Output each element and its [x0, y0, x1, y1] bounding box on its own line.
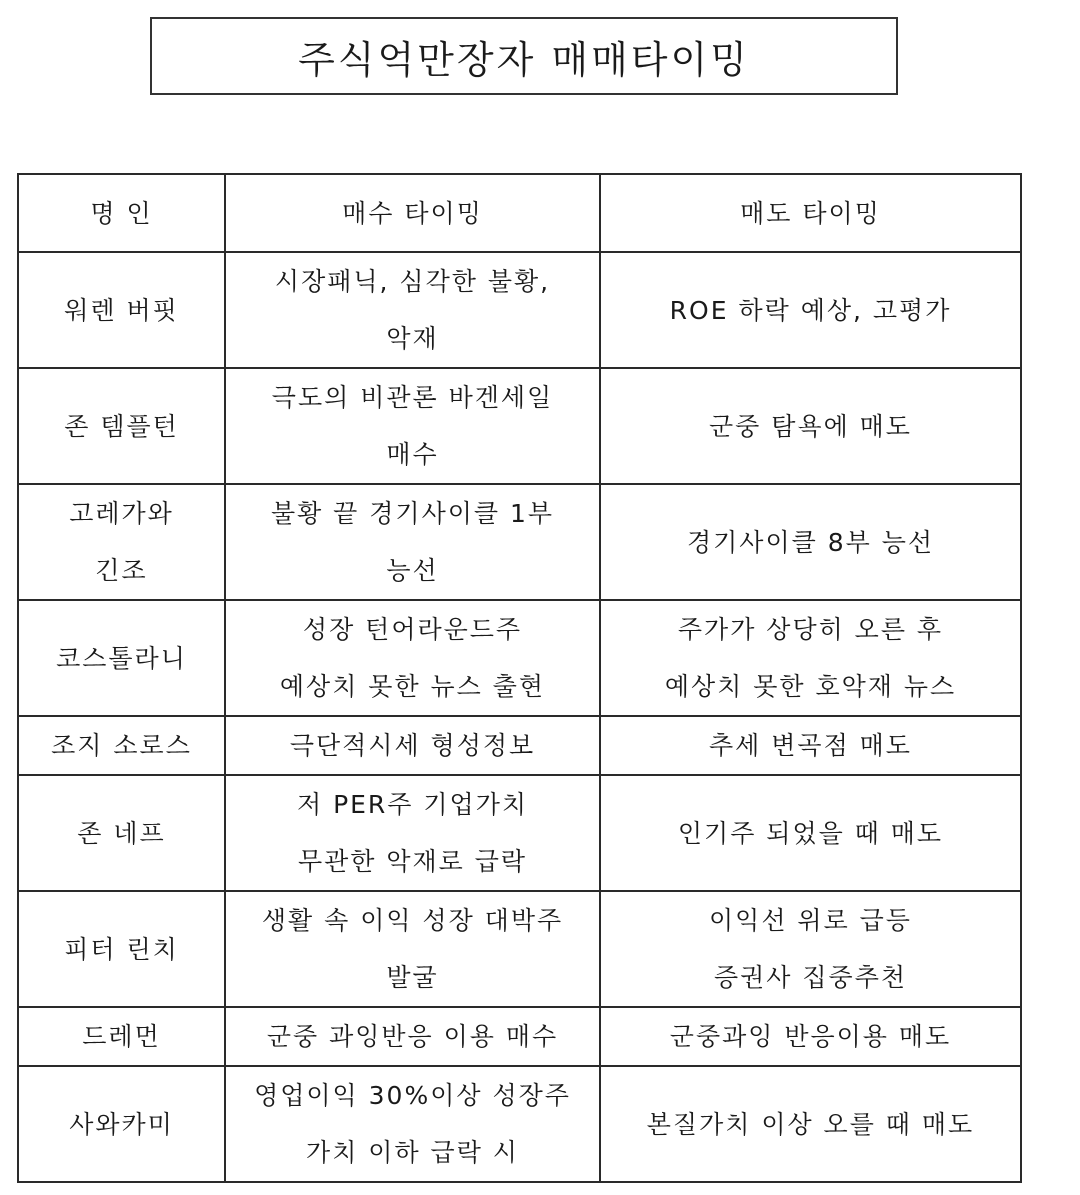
- investor-name-cell: [18, 252, 225, 368]
- sell-timing-cell: [600, 1007, 1021, 1066]
- cell-line: 증권사 집중추천: [714, 963, 907, 992]
- buy-timing-cell: [225, 252, 600, 368]
- buy-timing-cell: [225, 368, 600, 484]
- cell-line: 가치 이하 급락 시: [306, 1138, 519, 1167]
- sell-timing-cell: [600, 891, 1021, 1007]
- cell-line: 피터 린치: [64, 934, 179, 964]
- cell-line: 무관한 악재로 급락: [297, 847, 528, 876]
- cell-line: 악재: [386, 324, 439, 353]
- investor-name-cell: [18, 1007, 225, 1066]
- cell-line: 고레가와: [69, 499, 174, 528]
- cell-line: 발굴: [386, 963, 439, 992]
- page-title: 주식억만장자 매매타이밍: [150, 17, 898, 95]
- investor-name-cell: [18, 1066, 225, 1182]
- investor-name-cell: [18, 600, 225, 716]
- buy-timing-cell: [225, 1007, 600, 1066]
- buy-timing-cell: [225, 600, 600, 716]
- cell-line: 존 템플턴: [64, 411, 179, 441]
- header-buy-timing: 매수 타이밍: [225, 174, 600, 252]
- buy-timing-cell: [225, 484, 600, 600]
- cell-line: 조지 소로스: [51, 731, 192, 760]
- timing-table: [17, 173, 1022, 1183]
- cell-line: 능선: [386, 556, 439, 585]
- cell-line: 드레먼: [82, 1022, 161, 1051]
- sell-timing-cell: [600, 600, 1021, 716]
- table-row: [18, 716, 1021, 775]
- cell-line: 성장 턴어라운드주: [302, 615, 523, 644]
- cell-line: 영업이익 30%이상 성장주: [254, 1081, 571, 1110]
- cell-line: 인기주 되었을 때 매도: [677, 818, 944, 848]
- header-name: 명 인: [18, 174, 225, 252]
- cell-line: 불황 끝 경기사이클 1부: [270, 499, 555, 528]
- sell-timing-cell: [600, 716, 1021, 775]
- cell-line: 주가가 상당히 오른 후: [677, 615, 944, 644]
- cell-line: 존 네프: [77, 818, 166, 848]
- cell-line: 극도의 비관론 바겐세일: [271, 383, 554, 412]
- table-row: [18, 775, 1021, 891]
- cell-line: 긴조: [95, 556, 148, 585]
- cell-line: 생활 속 이익 성장 대박주: [261, 906, 564, 935]
- cell-line: ROE 하락 예상, 고평가: [669, 295, 952, 325]
- table-header-row: [18, 174, 1021, 252]
- cell-line: 본질가치 이상 오를 때 매도: [646, 1109, 975, 1139]
- cell-line: 이익선 위로 급등: [709, 906, 912, 935]
- investor-name-cell: [18, 775, 225, 891]
- table-row: [18, 1007, 1021, 1066]
- table-row: [18, 484, 1021, 600]
- sell-timing-cell: [600, 1066, 1021, 1182]
- cell-line: 예상치 못한 뉴스 출현: [279, 672, 546, 701]
- sell-timing-cell: [600, 484, 1021, 600]
- cell-line: 매수: [386, 440, 439, 469]
- table-row: [18, 1066, 1021, 1182]
- investor-name-cell: [18, 484, 225, 600]
- cell-line: 극단적시세 형성정보: [289, 731, 536, 760]
- cell-line: 군중 과잉반응 이용 매수: [266, 1022, 559, 1051]
- cell-line: 군중 탐욕에 매도: [709, 411, 912, 441]
- table-row: [18, 891, 1021, 1007]
- table-row: [18, 600, 1021, 716]
- cell-line: 사와카미: [69, 1109, 174, 1139]
- buy-timing-cell: [225, 775, 600, 891]
- buy-timing-cell: [225, 716, 600, 775]
- cell-line: 코스톨라니: [56, 643, 187, 673]
- sell-timing-cell: [600, 252, 1021, 368]
- sell-timing-cell: [600, 775, 1021, 891]
- investor-name-cell: [18, 716, 225, 775]
- investor-name-cell: [18, 891, 225, 1007]
- table-row: [18, 252, 1021, 368]
- cell-line: 워렌 버핏: [64, 295, 179, 325]
- cell-line: 예상치 못한 호악재 뉴스: [664, 672, 957, 701]
- cell-line: 시장패닉, 심각한 불황,: [274, 267, 551, 296]
- table-row: [18, 368, 1021, 484]
- buy-timing-cell: [225, 891, 600, 1007]
- cell-line: 경기사이클 8부 능선: [687, 527, 934, 557]
- investor-name-cell: [18, 368, 225, 484]
- header-sell-timing: 매도 타이밍: [600, 174, 1021, 252]
- cell-line: 군중과잉 반응이용 매도: [669, 1022, 952, 1051]
- buy-timing-cell: [225, 1066, 600, 1182]
- cell-line: 저 PER주 기업가치: [296, 790, 529, 819]
- sell-timing-cell: [600, 368, 1021, 484]
- cell-line: 추세 변곡점 매도: [709, 731, 912, 760]
